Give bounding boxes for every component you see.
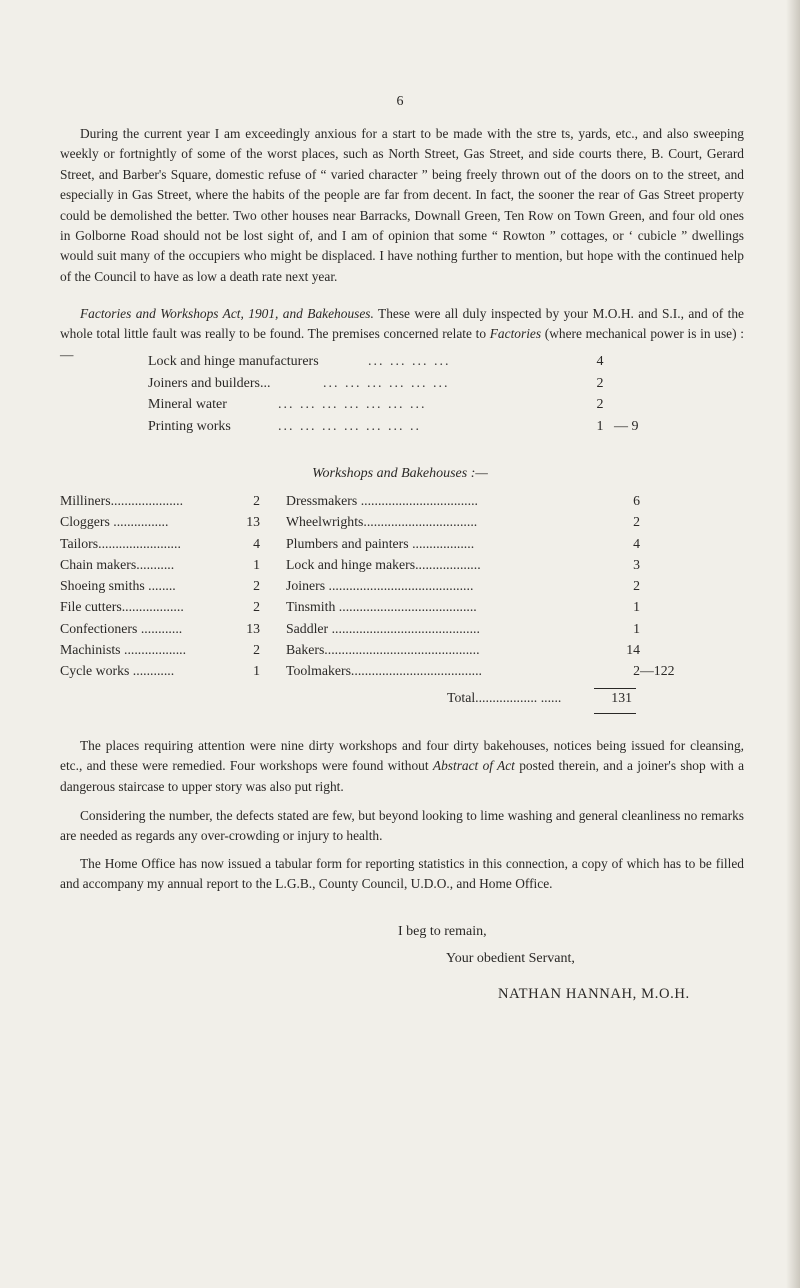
list-item: [60, 511, 260, 532]
list-item: [286, 618, 676, 639]
list-item: [148, 416, 668, 438]
closing-salutation: Your obedient Servant,: [446, 951, 575, 966]
paragraph-defects: Considering the number, the defects stated are few, but beyond looking to lime washing and general cleanliness no remarks are needed as regards any over-crowding or injury to health.: [60, 808, 744, 844]
list-item: [60, 533, 260, 554]
trade-label: File cutters..................: [60, 599, 184, 615]
list-item: [148, 394, 668, 416]
trade-label: Cloggers ................: [60, 514, 169, 530]
trade-count: 2: [633, 514, 640, 530]
factory-count: 2: [596, 375, 604, 391]
trade-count: 1: [633, 599, 640, 615]
factories-intro-tail: (where mechanical power is in use) :—: [60, 326, 744, 362]
list-item: [60, 575, 260, 596]
trade-count: 2: [253, 578, 260, 594]
paragraph-streets: During the current year I am exceedingly anxious for a start to be made with the stre ts, yards, etc., and also sweeping weekly or fortnightly of some of the worst places, such as North Street, Gas Street, and side courts there, B. Court, Gerard Street, and Barber's Square, domestic refuse of “ varied character ” being freely thrown out of the doors on to the street, and especially in Gas Street, where the habits of the people are far from decent. In fact, the sooner the rear of Gas Street property could be demolished the better. Two other houses near Barracks, Downall Green, Ten Row on Town Green, and four old ones in Golborne Road should not be lost sight of, and I am of opinion that some “ Rowton ” cottages, or ‘ cubicle ” dwellings would suit many of the occupiers who might be displaced. I have nothing further to mention, but hope with the continued help of the Council to have as low a death rate next year.: [60, 126, 744, 284]
leader-dots: ... ... ... ...: [368, 354, 451, 369]
trade-label: Wheelwrights.................................: [286, 514, 478, 530]
trade-count: 3: [633, 556, 640, 572]
trade-count: 2: [633, 663, 640, 679]
trade-label: Milliners.....................: [60, 493, 184, 508]
trade-label: Saddler ...........................................: [286, 620, 480, 636]
list-item: [286, 511, 676, 532]
trade-label: Plumbers and painters ..................: [286, 535, 475, 551]
factory-count: 1: [596, 418, 604, 434]
factory-count: 2: [596, 397, 604, 412]
factories-list: [148, 351, 668, 437]
page-number: 6: [396, 94, 404, 109]
paragraph-remedies: [60, 736, 744, 797]
list-item: [60, 596, 260, 617]
workshops-left-column: [60, 490, 260, 682]
list-item: [286, 660, 676, 681]
list-item: [60, 660, 260, 681]
trade-label: Joiners ..........................................: [286, 578, 474, 594]
factory-label: Mineral water: [148, 397, 227, 412]
trade-label: Dressmakers ..................................: [286, 493, 478, 508]
total-label: Total.................. ......: [447, 690, 562, 705]
factory-count: 4: [596, 354, 604, 369]
list-item: [148, 373, 668, 395]
factories-act-heading: Factories and Workshops Act, 1901, and Bakehouses.: [80, 306, 374, 321]
trade-count: 2: [253, 599, 260, 615]
trade-count: 1: [253, 556, 260, 572]
list-item: [60, 639, 260, 660]
list-item: [148, 351, 668, 373]
list-item: [286, 490, 676, 511]
trade-label: Cycle works ............: [60, 663, 175, 679]
factory-label: Lock and hinge manufacturers: [148, 354, 319, 369]
factory-label: Joiners and builders...: [148, 375, 271, 391]
list-item: [286, 533, 676, 554]
factory-total: — 9: [614, 418, 639, 434]
trade-count: 2: [253, 642, 260, 658]
trade-count: 4: [253, 535, 260, 551]
list-item: [286, 639, 676, 660]
trade-label: Machinists ..................: [60, 642, 187, 658]
total-rule-bottom: [594, 713, 636, 714]
trade-count: 1: [253, 663, 260, 679]
trade-count: 13: [246, 620, 260, 636]
trade-count: 1: [633, 620, 640, 636]
factories-word: Factories: [489, 326, 542, 342]
trade-label: Shoeing smiths ........: [60, 578, 176, 594]
trade-count: 2: [253, 493, 260, 508]
trade-count: 6: [633, 493, 640, 508]
trade-label: Tinsmith ........................................: [286, 599, 477, 615]
list-item: [60, 554, 260, 575]
trade-label: Chain makers...........: [60, 556, 175, 572]
factory-label: Printing works: [148, 418, 231, 434]
trade-total: —122: [640, 663, 675, 679]
trade-label: Confectioners ............: [60, 620, 183, 636]
workshops-heading: Workshops and Bakehouses :—: [312, 466, 488, 481]
remedies-before: The places requiring attention were nine dirty workshops and four dirty bakehouses, notices being issued for cleansing, etc., and these were remedied. Four workshops were found without: [60, 738, 744, 774]
leader-dots: ... ... ... ... ... ... ..: [278, 418, 421, 434]
signature: NATHAN HANNAH, M.O.H.: [498, 986, 690, 1002]
abstract-of-act: Abstract of Act: [432, 758, 515, 774]
list-item: [60, 490, 260, 511]
factories-intro-body: These were all duly inspected by your M.O.H. and S.I., and of the whole total little fault was really to be found. The premises concerned relate to: [60, 306, 745, 342]
list-item: [286, 575, 676, 596]
leader-dots: ... ... ... ... ... ... ...: [278, 397, 427, 412]
total-value: 131: [611, 690, 632, 705]
trade-label: Lock and hinge makers...................: [286, 556, 481, 572]
list-item: [60, 618, 260, 639]
trade-label: Tailors........................: [60, 535, 181, 551]
trade-count: 13: [246, 514, 260, 530]
remedies-after: posted therein, and a joiner's shop with a dangerous staircase to upper story was also put right.: [60, 758, 745, 794]
workshops-right-column: [286, 490, 676, 682]
list-item: [286, 554, 676, 575]
trade-count: 4: [633, 535, 640, 551]
trade-label: Bakers.............................................: [286, 642, 480, 658]
page-edge-shadow: [786, 0, 800, 1288]
trade-count: 2: [633, 578, 640, 594]
list-item: [286, 596, 676, 617]
trade-count: 14: [626, 642, 640, 658]
trade-label: Toolmakers......................................: [286, 663, 483, 679]
total-rule-top: [594, 688, 636, 689]
closing-line: I beg to remain,: [398, 924, 487, 939]
leader-dots: ... ... ... ... ... ...: [323, 375, 450, 391]
paragraph-home-office: The Home Office has now issued a tabular form for reporting statistics in this connection, a copy of which has to be filled and accompany my annual report to the L.G.B., County Council, U.D.O., and Home Office.: [60, 856, 744, 892]
